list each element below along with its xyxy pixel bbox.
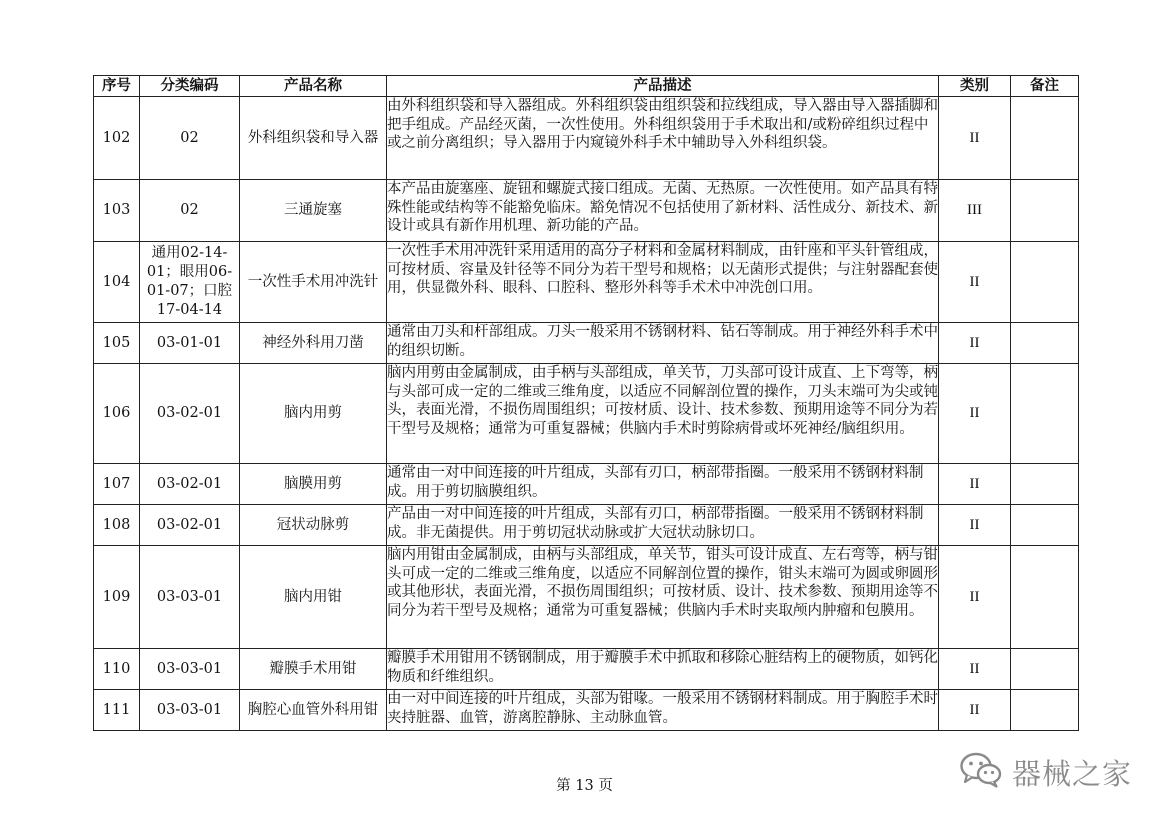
cell-note	[1011, 505, 1079, 546]
cell-seq: 104	[94, 242, 140, 323]
cell-note	[1011, 690, 1079, 731]
cell-name: 胸腔心血管外科用钳	[240, 690, 387, 731]
cell-name: 外科组织袋和导入器	[240, 97, 387, 180]
device-catalog-sheet	[93, 75, 1078, 731]
cell-category: II	[939, 505, 1011, 546]
table-row	[94, 690, 1079, 731]
cell-desc: 一次性手术用冲洗针采用适用的高分子材料和金属材料制成，由针座和平头针管组成，可按材质、容量及针径等不同分为若干型号和规格；以无菌形式提供；与注射器配套使用，供显微外科、眼科、口腔科、整形外科等手术术中冲洗创口用。	[387, 242, 939, 323]
cell-code: 03-02-01	[140, 364, 240, 464]
cell-seq: 109	[94, 546, 140, 649]
cell-name: 瓣膜手术用钳	[240, 649, 387, 690]
cell-desc: 瓣膜手术用钳用不锈钢制成，用于瓣膜手术中抓取和移除心脏结构上的硬物质，如钙化物质和纤维组织。	[387, 649, 939, 690]
cell-note	[1011, 242, 1079, 323]
cell-category: II	[939, 690, 1011, 731]
cell-desc: 通常由一对中间连接的叶片组成，头部有刃口，柄部带指圈。一般采用不锈钢材料制成。用于剪切脑膜组织。	[387, 464, 939, 505]
cell-name: 冠状动脉剪	[240, 505, 387, 546]
cell-category: II	[939, 97, 1011, 180]
cell-note	[1011, 364, 1079, 464]
cell-note	[1011, 464, 1079, 505]
table-row	[94, 649, 1079, 690]
wechat-icon	[958, 751, 1004, 793]
table-row	[94, 97, 1079, 180]
cell-category: III	[939, 180, 1011, 242]
cell-note	[1011, 546, 1079, 649]
cell-name: 三通旋塞	[240, 180, 387, 242]
cell-name: 神经外科用刀凿	[240, 323, 387, 364]
cell-category: II	[939, 364, 1011, 464]
header-seq: 序号	[94, 76, 140, 97]
header-name: 产品名称	[240, 76, 387, 97]
cell-note	[1011, 180, 1079, 242]
table-row	[94, 546, 1079, 649]
table-row	[94, 323, 1079, 364]
watermark-text: 器械之家	[1012, 756, 1133, 791]
cell-code: 通用02-14-01；眼用06-01-07；口腔17-04-14	[140, 242, 240, 323]
page-number: 第 13 页	[556, 778, 613, 794]
table-header-row	[94, 76, 1079, 97]
table-row	[94, 242, 1079, 323]
cell-desc: 脑内用钳由金属制成，由柄与头部组成，单关节，钳头可设计成直、左右弯等，柄与钳头可成一定的二维或三维角度，以适应不同解剖位置的操作，钳头末端可为圆或卵圆形或其他形状，表面光滑，不损伤周围组织；可按材质、设计、技术参数、预期用途等不同分为若干型号及规格；通常为可重复器械；供脑内手术时夹取颅内肿瘤和包膜用。	[387, 546, 939, 649]
cell-name: 一次性手术用冲洗针	[240, 242, 387, 323]
cell-desc: 本产品由旋塞座、旋钮和螺旋式接口组成。无菌、无热原。一次性使用。如产品具有特殊性能或结构等不能豁免临床。豁免情况不包括使用了新材料、活性成分、新技术、新设计或具有新作用机理、新功能的产品。	[387, 180, 939, 242]
table-row	[94, 505, 1079, 546]
cell-seq: 105	[94, 323, 140, 364]
cell-name: 脑膜用剪	[240, 464, 387, 505]
cell-desc: 脑内用剪由金属制成，由手柄与头部组成，单关节，刀头部可设计成直、上下弯等，柄与头部可成一定的二维或三维角度，以适应不同解剖位置的操作，刀头末端可为尖或钝头，表面光滑，不损伤周围组织；可按材质、设计、技术参数、预期用途等不同分为若干型号及规格；通常为可重复器械；供脑内手术时剪除病骨或坏死神经/脑组织用。	[387, 364, 939, 464]
cell-category: II	[939, 323, 1011, 364]
cell-seq: 103	[94, 180, 140, 242]
cell-code: 03-03-01	[140, 546, 240, 649]
cell-code: 03-02-01	[140, 505, 240, 546]
cell-code: 03-03-01	[140, 649, 240, 690]
cell-note	[1011, 323, 1079, 364]
cell-code: 03-03-01	[140, 690, 240, 731]
cell-code: 02	[140, 97, 240, 180]
header-note: 备注	[1011, 76, 1079, 97]
cell-name: 脑内用剪	[240, 364, 387, 464]
cell-code: 02	[140, 180, 240, 242]
table-row	[94, 464, 1079, 505]
header-desc: 产品描述	[387, 76, 939, 97]
watermark	[958, 750, 1132, 794]
cell-seq: 106	[94, 364, 140, 464]
cell-seq: 102	[94, 97, 140, 180]
cell-code: 03-02-01	[140, 464, 240, 505]
table-row	[94, 364, 1079, 464]
cell-category: II	[939, 464, 1011, 505]
cell-code: 03-01-01	[140, 323, 240, 364]
cell-category: II	[939, 649, 1011, 690]
cell-name: 脑内用钳	[240, 546, 387, 649]
header-category: 类别	[939, 76, 1011, 97]
cell-category: II	[939, 242, 1011, 323]
cell-desc: 由一对中间连接的叶片组成，头部为钳喙。一般采用不锈钢材料制成。用于胸腔手术时夹持脏器、血管，游离腔静脉、主动脉血管。	[387, 690, 939, 731]
cell-desc: 通常由刀头和杆部组成。刀头一般采用不锈钢材料、钻石等制成。用于神经外科手术中的组织切断。	[387, 323, 939, 364]
device-catalog-table	[93, 75, 1079, 731]
cell-seq: 107	[94, 464, 140, 505]
cell-desc: 产品由一对中间连接的叶片组成，头部有刃口，柄部带指圈。一般采用不锈钢材料制成。非无菌提供。用于剪切冠状动脉或扩大冠状动脉切口。	[387, 505, 939, 546]
cell-seq: 110	[94, 649, 140, 690]
cell-note	[1011, 97, 1079, 180]
cell-desc: 由外科组织袋和导入器组成。外科组织袋由组织袋和拉线组成，导入器由导入器插脚和把手组成。产品经灭菌，一次性使用。外科组织袋用于手术取出和/或粉碎组织过程中或之前分离组织；导入器用于内窥镜外科手术中辅助导入外科组织袋。	[387, 97, 939, 180]
table-row	[94, 180, 1079, 242]
header-code: 分类编码	[140, 76, 240, 97]
cell-seq: 108	[94, 505, 140, 546]
cell-note	[1011, 649, 1079, 690]
cell-category: II	[939, 546, 1011, 649]
cell-seq: 111	[94, 690, 140, 731]
